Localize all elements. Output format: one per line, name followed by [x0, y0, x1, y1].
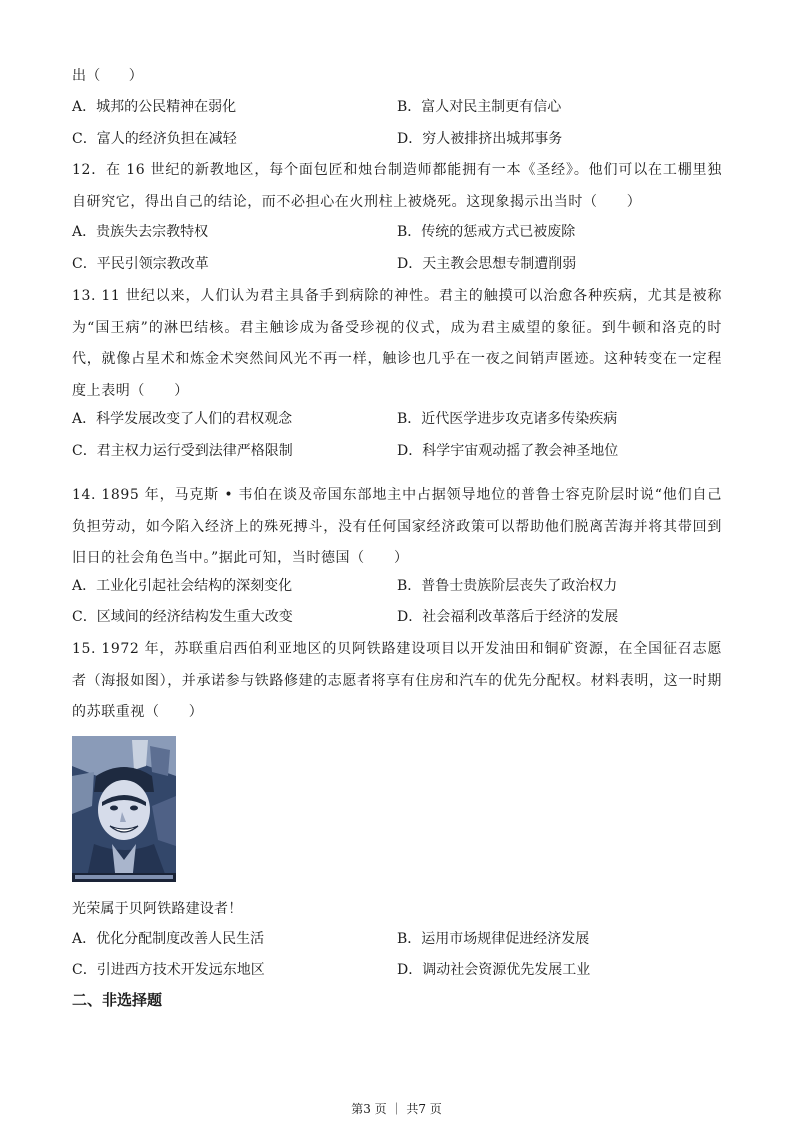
- q13-option-c: C．君主权力运行受到法律严格限制: [72, 443, 293, 459]
- q15-option-b: B．运用市场规律促进经济发展: [397, 931, 590, 947]
- q12-option-d: D．天主教会思想专制遭削弱: [397, 256, 577, 272]
- q14-stem: 14. 1895 年，马克斯 • 韦伯在谈及帝国东部地主中占据领导地位的普鲁士容克阶层时说“他们自己负担劳动，如今陷入经济上的殊死搏斗，没有任何国家经济政策可以帮助他们脱离苦海并将其带回到旧日的社会角色当中。”据此可知，当时德国（ ）: [72, 487, 722, 566]
- q15-option-c: C．引进西方技术开发远东地区: [72, 962, 265, 978]
- q12-option-b: B．传统的惩戒方式已被废除: [397, 224, 576, 240]
- q11-option-b: B．富人对民主制更有信心: [397, 99, 562, 115]
- q11-option-a: A．城邦的公民精神在弱化: [72, 99, 237, 115]
- q11-stem-tail: 出（ ）: [72, 68, 143, 84]
- section-heading-non-choice: 二、非选择题: [72, 991, 163, 1009]
- q12-stem: 12．在 16 世纪的新教地区，每个面包匠和烛台制造师都能拥有一本《圣经》。他们可以在工棚里独自研究它，得出自己的结论，而不必担心在火刑柱上被烧死。这现象揭示出当时（ ）: [72, 162, 722, 210]
- q14-option-b: B．普鲁士贵族阶层丧失了政治权力: [397, 578, 618, 594]
- q15-option-d: D．调动社会资源优先发展工业: [397, 962, 591, 978]
- q12-option-c: C．平民引领宗教改革: [72, 256, 209, 272]
- q14-option-c: C．区域间的经济结构发生重大改变: [72, 609, 293, 625]
- q14-option-d: D．社会福利改革落后于经济的发展: [397, 609, 619, 625]
- q11-option-d: D．穷人被排挤出城邦事务: [397, 131, 563, 147]
- page-footer: 第3 页 ｜ 共7 页: [351, 1102, 442, 1116]
- q11-option-c: C．富人的经济负担在减轻: [72, 131, 237, 147]
- q12-option-a: A．贵族失去宗教特权: [72, 224, 209, 240]
- q15-stem: 15. 1972 年，苏联重启西伯利亚地区的贝阿铁路建设项目以开发油田和铜矿资源，在全国征召志愿者（海报如图），并承诺参与铁路修建的志愿者将享有住房和汽车的优先分配权。材料表明，这一时期的苏联重视（ ）: [72, 641, 722, 720]
- q13-option-b: B．近代医学进步攻克诸多传染疾病: [397, 411, 618, 427]
- q15-option-a: A．优化分配制度改善人民生活: [72, 931, 265, 947]
- q13-stem: 13. 11 世纪以来，人们认为君主具备手到病除的神性。君主的触摸可以治愈各种疾病，尤其是被称为“国王病”的淋巴结核。君主触诊成为备受珍视的仪式，成为君主威望的象征。到牛顿和洛克的时代，就像占星术和炼金术突然间风光不再一样，触诊也几乎在一夜之间销声匿迹。这种转变在一定程度上表明（ ）: [72, 288, 722, 399]
- poster-illustration: [72, 736, 176, 882]
- q13-option-a: A．科学发展改变了人们的君权观念: [72, 411, 293, 427]
- q14-option-a: A．工业化引起社会结构的深刻变化: [72, 578, 293, 594]
- q13-option-d: D．科学宇宙观动摇了教会神圣地位: [397, 443, 619, 459]
- poster-image: [72, 736, 176, 882]
- q15-poster-caption: 光荣属于贝阿铁路建设者！: [72, 901, 243, 917]
